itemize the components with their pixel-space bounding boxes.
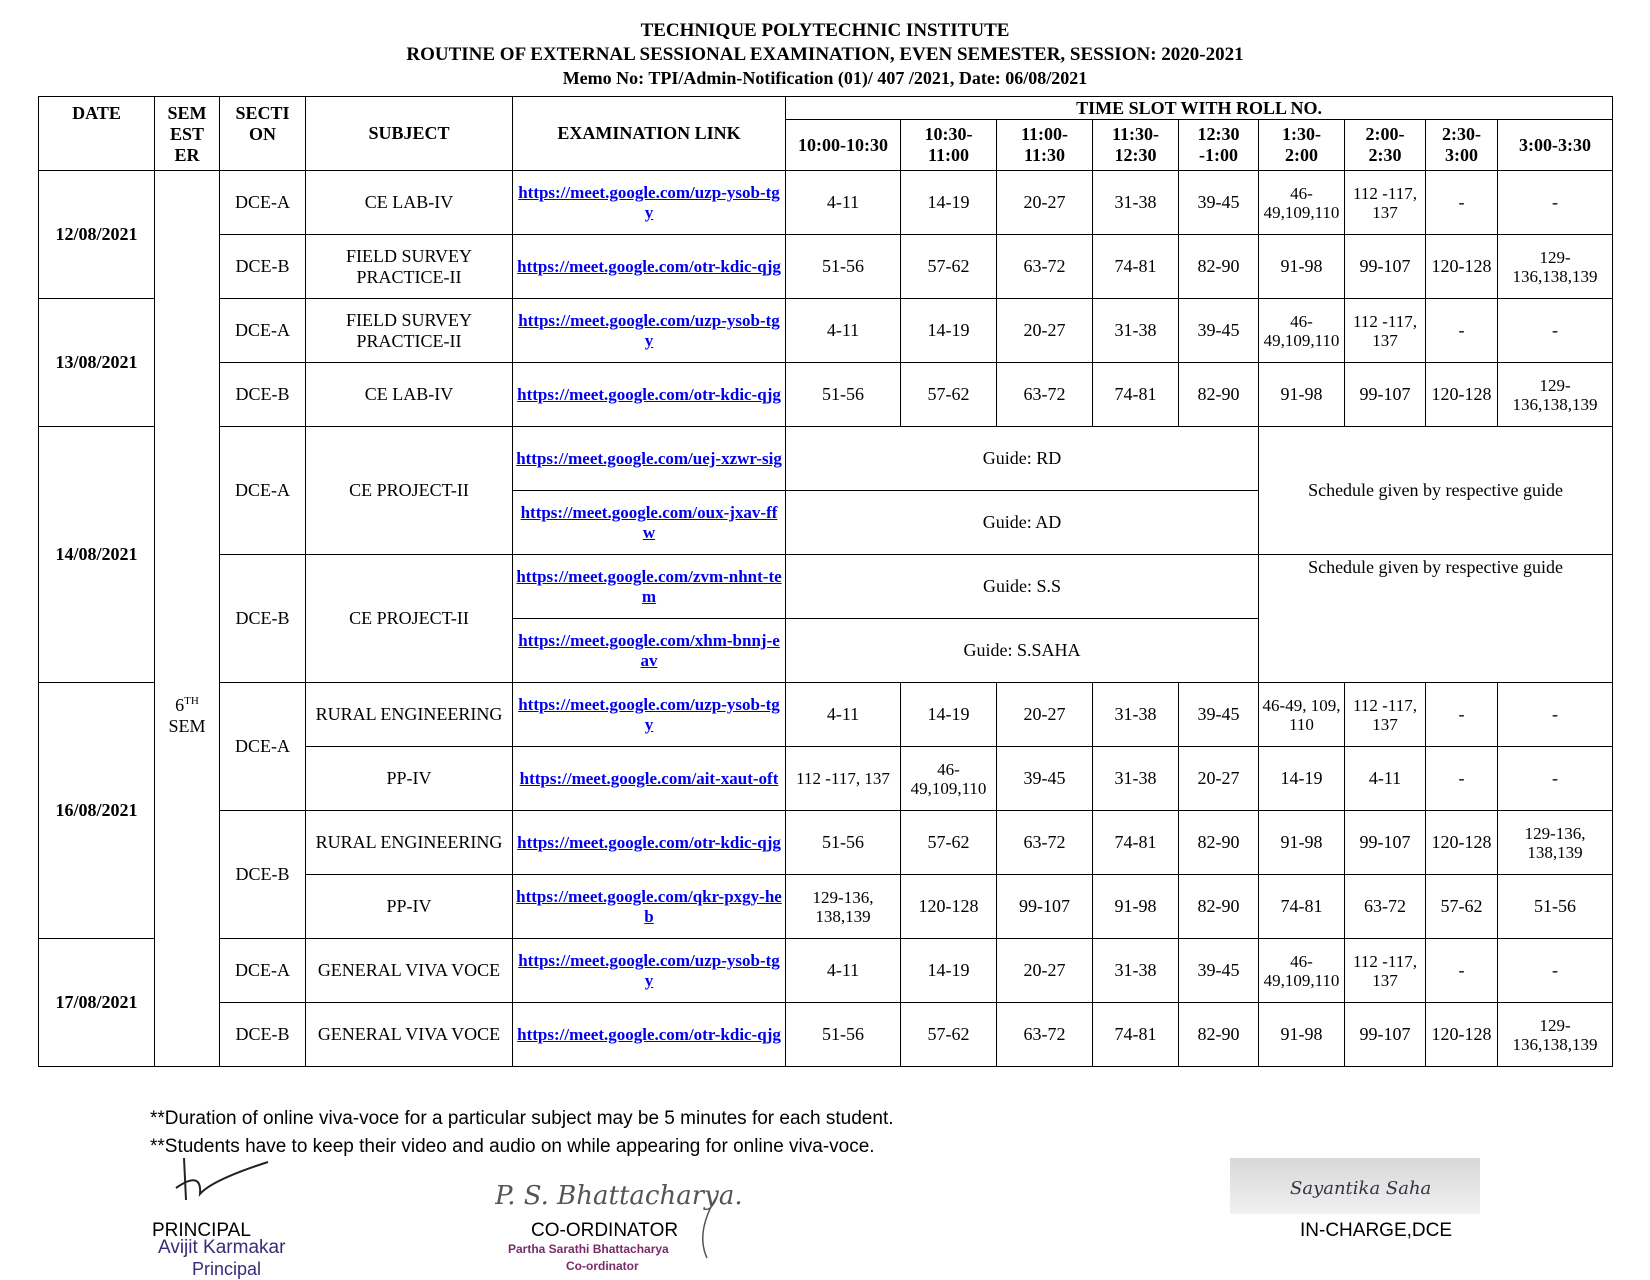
exam-date: 16/08/2021 bbox=[39, 683, 155, 939]
roll-cell: 14-19 bbox=[901, 683, 997, 747]
roll-cell: 57-62 bbox=[1426, 875, 1498, 939]
roll-cell: 51-56 bbox=[786, 1003, 901, 1067]
exam-link[interactable]: https://meet.google.com/uej-xzwr-sig bbox=[516, 448, 782, 468]
principal-name: Avijit Karmakar bbox=[158, 1237, 286, 1258]
exam-link-cell bbox=[513, 939, 786, 1003]
roll-cell: 120-128 bbox=[1426, 235, 1498, 299]
exam-link[interactable]: https://meet.google.com/ait-xaut-oft bbox=[519, 768, 779, 788]
table-row bbox=[39, 235, 1613, 299]
roll-cell: 4-11 bbox=[786, 683, 901, 747]
roll-cell: 31-38 bbox=[1093, 683, 1179, 747]
roll-cell: 91-98 bbox=[1259, 811, 1345, 875]
roll-cell: 4-11 bbox=[786, 939, 901, 1003]
roll-cell: 120-128 bbox=[1426, 1003, 1498, 1067]
roll-cell: 99-107 bbox=[1345, 811, 1426, 875]
subject-cell: RURAL ENGINEERING bbox=[306, 683, 513, 747]
exam-link-cell bbox=[513, 555, 786, 619]
exam-date: 13/08/2021 bbox=[39, 299, 155, 427]
roll-cell: 46-49,109,110 bbox=[901, 747, 997, 811]
roll-cell: 74-81 bbox=[1259, 875, 1345, 939]
table-row bbox=[39, 299, 1613, 363]
slot-header: 10:00-10:30 bbox=[786, 120, 901, 171]
exam-link[interactable]: https://meet.google.com/otr-kdic-qjg bbox=[517, 832, 781, 852]
roll-cell: 14-19 bbox=[901, 171, 997, 235]
roll-cell: - bbox=[1426, 299, 1498, 363]
incharge-role: IN-CHARGE,DCE bbox=[1300, 1220, 1453, 1241]
roll-cell: 99-107 bbox=[1345, 363, 1426, 427]
subject-cell: CE PROJECT-II bbox=[306, 427, 513, 555]
subject-cell: GENERAL VIVA VOCE bbox=[306, 1003, 513, 1067]
header-time-slot: TIME SLOT WITH ROLL NO. bbox=[786, 97, 1613, 120]
roll-cell: 120-128 bbox=[1426, 363, 1498, 427]
roll-cell: 74-81 bbox=[1093, 363, 1179, 427]
roll-cell: 14-19 bbox=[901, 299, 997, 363]
exam-link[interactable]: https://meet.google.com/otr-kdic-qjg bbox=[517, 384, 781, 404]
roll-cell: 4-11 bbox=[786, 299, 901, 363]
coordinator-title: Co-ordinator bbox=[566, 1259, 639, 1273]
subject-cell: PP-IV bbox=[306, 747, 513, 811]
exam-link[interactable]: https://meet.google.com/uzp-ysob-tgy bbox=[518, 310, 780, 350]
table-row bbox=[39, 683, 1613, 747]
roll-cell: 120-128 bbox=[901, 875, 997, 939]
roll-cell: 91-98 bbox=[1259, 235, 1345, 299]
roll-cell: 112 -117, 137 bbox=[786, 747, 901, 811]
roll-cell: - bbox=[1426, 171, 1498, 235]
roll-cell: 82-90 bbox=[1179, 363, 1259, 427]
section-cell: DCE-B bbox=[220, 235, 306, 299]
roll-cell: - bbox=[1498, 747, 1613, 811]
roll-cell: - bbox=[1426, 939, 1498, 1003]
exam-link-cell bbox=[513, 427, 786, 491]
section-cell: DCE-B bbox=[220, 811, 306, 939]
subject-cell: CE LAB-IV bbox=[306, 171, 513, 235]
roll-cell: 4-11 bbox=[786, 171, 901, 235]
roll-cell: 82-90 bbox=[1179, 1003, 1259, 1067]
schedule-cell: Schedule given by respective guide bbox=[1259, 555, 1613, 683]
roll-cell: - bbox=[1498, 299, 1613, 363]
subject-cell: PP-IV bbox=[306, 875, 513, 939]
section-cell: DCE-B bbox=[220, 363, 306, 427]
routine-table bbox=[38, 96, 1613, 1067]
exam-link-cell bbox=[513, 491, 786, 555]
roll-cell: 112 -117, 137 bbox=[1345, 683, 1426, 747]
header-exam-link: EXAMINATION LINK bbox=[513, 97, 786, 171]
table-row bbox=[39, 555, 1613, 619]
roll-cell: 51-56 bbox=[786, 235, 901, 299]
coordinator-name: Partha Sarathi Bhattacharya bbox=[508, 1242, 669, 1256]
roll-cell: 74-81 bbox=[1093, 235, 1179, 299]
incharge-handwriting: Sayantika Saha bbox=[1290, 1178, 1432, 1199]
header-subject: SUBJECT bbox=[306, 97, 513, 171]
exam-date: 12/08/2021 bbox=[39, 171, 155, 299]
exam-date: 17/08/2021 bbox=[39, 939, 155, 1067]
roll-cell: 129-136,138,139 bbox=[1498, 1003, 1613, 1067]
roll-cell: 51-56 bbox=[1498, 875, 1613, 939]
roll-cell: 74-81 bbox=[1093, 811, 1179, 875]
section-cell: DCE-A bbox=[220, 299, 306, 363]
roll-cell: 63-72 bbox=[997, 235, 1093, 299]
slot-header: 11:00- 11:30 bbox=[997, 120, 1093, 171]
roll-cell: 112 -117, 137 bbox=[1345, 171, 1426, 235]
roll-cell: 4-11 bbox=[1345, 747, 1426, 811]
exam-link-cell bbox=[513, 363, 786, 427]
exam-link-cell bbox=[513, 235, 786, 299]
roll-cell: 46-49,109,110 bbox=[1259, 171, 1345, 235]
institute-title: TECHNIQUE POLYTECHNIC INSTITUTE bbox=[640, 20, 1010, 41]
roll-cell: 57-62 bbox=[901, 235, 997, 299]
roll-cell: 39-45 bbox=[1179, 683, 1259, 747]
roll-cell: 99-107 bbox=[1345, 1003, 1426, 1067]
roll-cell: 57-62 bbox=[901, 1003, 997, 1067]
subject-cell: FIELD SURVEY PRACTICE-II bbox=[306, 299, 513, 363]
header-section: SECTI ON bbox=[220, 97, 306, 171]
exam-link[interactable]: https://meet.google.com/qkr-pxgy-heb bbox=[516, 886, 782, 926]
section-cell: DCE-B bbox=[220, 1003, 306, 1067]
table-row bbox=[39, 427, 1613, 491]
roll-cell: 39-45 bbox=[997, 747, 1093, 811]
roll-cell: 74-81 bbox=[1093, 1003, 1179, 1067]
roll-cell: 82-90 bbox=[1179, 875, 1259, 939]
incharge-signature-image bbox=[1230, 1158, 1480, 1214]
guide-cell: Guide: S.S bbox=[786, 555, 1259, 619]
coordinator-role: CO-ORDINATOR bbox=[531, 1220, 679, 1241]
roll-cell: 20-27 bbox=[997, 683, 1093, 747]
principal-role: PRINCIPAL bbox=[152, 1220, 251, 1241]
roll-cell: 82-90 bbox=[1179, 235, 1259, 299]
subject-cell: RURAL ENGINEERING bbox=[306, 811, 513, 875]
roll-cell: 63-72 bbox=[997, 1003, 1093, 1067]
subject-cell: FIELD SURVEY PRACTICE-II bbox=[306, 235, 513, 299]
table-row bbox=[39, 811, 1613, 875]
guide-cell: Guide: RD bbox=[786, 427, 1259, 491]
roll-cell: 46-49, 109, 110 bbox=[1259, 683, 1345, 747]
schedule-cell: Schedule given by respective guide bbox=[1259, 427, 1613, 555]
table-row bbox=[39, 939, 1613, 1003]
section-cell: DCE-A bbox=[220, 427, 306, 555]
roll-cell: 82-90 bbox=[1179, 811, 1259, 875]
roll-cell: 20-27 bbox=[997, 939, 1093, 1003]
semester-cell: 6TH SEM bbox=[155, 171, 220, 1067]
roll-cell: 14-19 bbox=[1259, 747, 1345, 811]
roll-cell: 112 -117, 137 bbox=[1345, 939, 1426, 1003]
exam-link[interactable]: https://meet.google.com/oux-jxav-ffw bbox=[520, 502, 778, 542]
exam-link[interactable]: https://meet.google.com/xhm-bnnj-eav bbox=[518, 630, 780, 670]
principal-signature bbox=[172, 1150, 282, 1215]
roll-cell: 112 -117, 137 bbox=[1345, 299, 1426, 363]
exam-link[interactable]: https://meet.google.com/zvm-nhnt-tem bbox=[516, 566, 782, 606]
roll-cell: 91-98 bbox=[1093, 875, 1179, 939]
roll-cell: 99-107 bbox=[1345, 235, 1426, 299]
note-duration: **Duration of online viva-voce for a particular subject may be 5 minutes for each student. bbox=[150, 1108, 894, 1129]
principal-title: Principal bbox=[192, 1259, 262, 1279]
roll-cell: 129-136,138,139 bbox=[1498, 363, 1613, 427]
exam-link-cell bbox=[513, 875, 786, 939]
section-cell: DCE-A bbox=[220, 939, 306, 1003]
exam-link[interactable]: https://meet.google.com/uzp-ysob-tgy bbox=[518, 694, 780, 734]
roll-cell: 39-45 bbox=[1179, 939, 1259, 1003]
roll-cell: - bbox=[1426, 683, 1498, 747]
table-row bbox=[39, 363, 1613, 427]
header-date: DATE bbox=[39, 97, 155, 171]
table-row bbox=[39, 171, 1613, 235]
exam-link-cell bbox=[513, 747, 786, 811]
subject-cell: CE LAB-IV bbox=[306, 363, 513, 427]
roll-cell: 31-38 bbox=[1093, 939, 1179, 1003]
roll-cell: - bbox=[1426, 747, 1498, 811]
roll-cell: 39-45 bbox=[1179, 171, 1259, 235]
slot-header: 2:30- 3:00 bbox=[1426, 120, 1498, 171]
note-video-audio: **Students have to keep their video and audio on while appearing for online viva-voce. bbox=[150, 1136, 875, 1157]
roll-cell: 129-136, 138,139 bbox=[1498, 811, 1613, 875]
exam-link[interactable]: https://meet.google.com/otr-kdic-qjg bbox=[517, 256, 781, 276]
roll-cell: 46-49,109,110 bbox=[1259, 299, 1345, 363]
roll-cell: 31-38 bbox=[1093, 747, 1179, 811]
roll-cell: 20-27 bbox=[997, 171, 1093, 235]
roll-cell: 91-98 bbox=[1259, 1003, 1345, 1067]
roll-cell: - bbox=[1498, 171, 1613, 235]
roll-cell: 99-107 bbox=[997, 875, 1093, 939]
roll-cell: 51-56 bbox=[786, 811, 901, 875]
coordinator-handwriting: P. S. Bhattacharya. bbox=[495, 1181, 743, 1211]
roll-cell: 51-56 bbox=[786, 363, 901, 427]
roll-cell: 20-27 bbox=[1179, 747, 1259, 811]
roll-cell: 120-128 bbox=[1426, 811, 1498, 875]
roll-cell: 57-62 bbox=[901, 363, 997, 427]
roll-cell: 31-38 bbox=[1093, 171, 1179, 235]
exam-link[interactable]: https://meet.google.com/uzp-ysob-tgy bbox=[518, 182, 780, 222]
slot-header: 3:00-3:30 bbox=[1498, 120, 1613, 171]
roll-cell: 63-72 bbox=[997, 811, 1093, 875]
exam-link-cell bbox=[513, 811, 786, 875]
slot-header: 2:00- 2:30 bbox=[1345, 120, 1426, 171]
exam-link-cell bbox=[513, 1003, 786, 1067]
section-cell: DCE-A bbox=[220, 171, 306, 235]
roll-cell: 46-49,109,110 bbox=[1259, 939, 1345, 1003]
roll-cell: 63-72 bbox=[997, 363, 1093, 427]
roll-cell: 91-98 bbox=[1259, 363, 1345, 427]
roll-cell: 14-19 bbox=[901, 939, 997, 1003]
exam-link[interactable]: https://meet.google.com/otr-kdic-qjg bbox=[517, 1024, 781, 1044]
section-cell: DCE-A bbox=[220, 683, 306, 811]
roll-cell: 129-136, 138,139 bbox=[786, 875, 901, 939]
roll-cell: 20-27 bbox=[997, 299, 1093, 363]
roll-cell: - bbox=[1498, 939, 1613, 1003]
slot-header: 12:30 -1:00 bbox=[1179, 120, 1259, 171]
header-semester: SEM EST ER bbox=[155, 97, 220, 171]
table-row bbox=[39, 1003, 1613, 1067]
exam-link-cell bbox=[513, 619, 786, 683]
roll-cell: 57-62 bbox=[901, 811, 997, 875]
roll-cell: 39-45 bbox=[1179, 299, 1259, 363]
roll-cell: 63-72 bbox=[1345, 875, 1426, 939]
roll-cell: - bbox=[1498, 683, 1613, 747]
slot-header: 10:30- 11:00 bbox=[901, 120, 997, 171]
exam-link-cell bbox=[513, 683, 786, 747]
subject-cell: GENERAL VIVA VOCE bbox=[306, 939, 513, 1003]
section-cell: DCE-B bbox=[220, 555, 306, 683]
exam-date: 14/08/2021 bbox=[39, 427, 155, 683]
subject-cell: CE PROJECT-II bbox=[306, 555, 513, 683]
slot-header: 1:30- 2:00 bbox=[1259, 120, 1345, 171]
guide-cell: Guide: S.SAHA bbox=[786, 619, 1259, 683]
memo-line: Memo No: TPI/Admin-Notification (01)/ 407 /2021, Date: 06/08/2021 bbox=[562, 68, 1088, 88]
slot-header: 11:30- 12:30 bbox=[1093, 120, 1179, 171]
routine-title: ROUTINE OF EXTERNAL SESSIONAL EXAMINATION, EVEN SEMESTER, SESSION: 2020-2021 bbox=[406, 44, 1244, 65]
exam-link-cell bbox=[513, 299, 786, 363]
roll-cell: 31-38 bbox=[1093, 299, 1179, 363]
roll-cell: 129-136,138,139 bbox=[1498, 235, 1613, 299]
exam-link-cell bbox=[513, 171, 786, 235]
exam-link[interactable]: https://meet.google.com/uzp-ysob-tgy bbox=[518, 950, 780, 990]
guide-cell: Guide: AD bbox=[786, 491, 1259, 555]
